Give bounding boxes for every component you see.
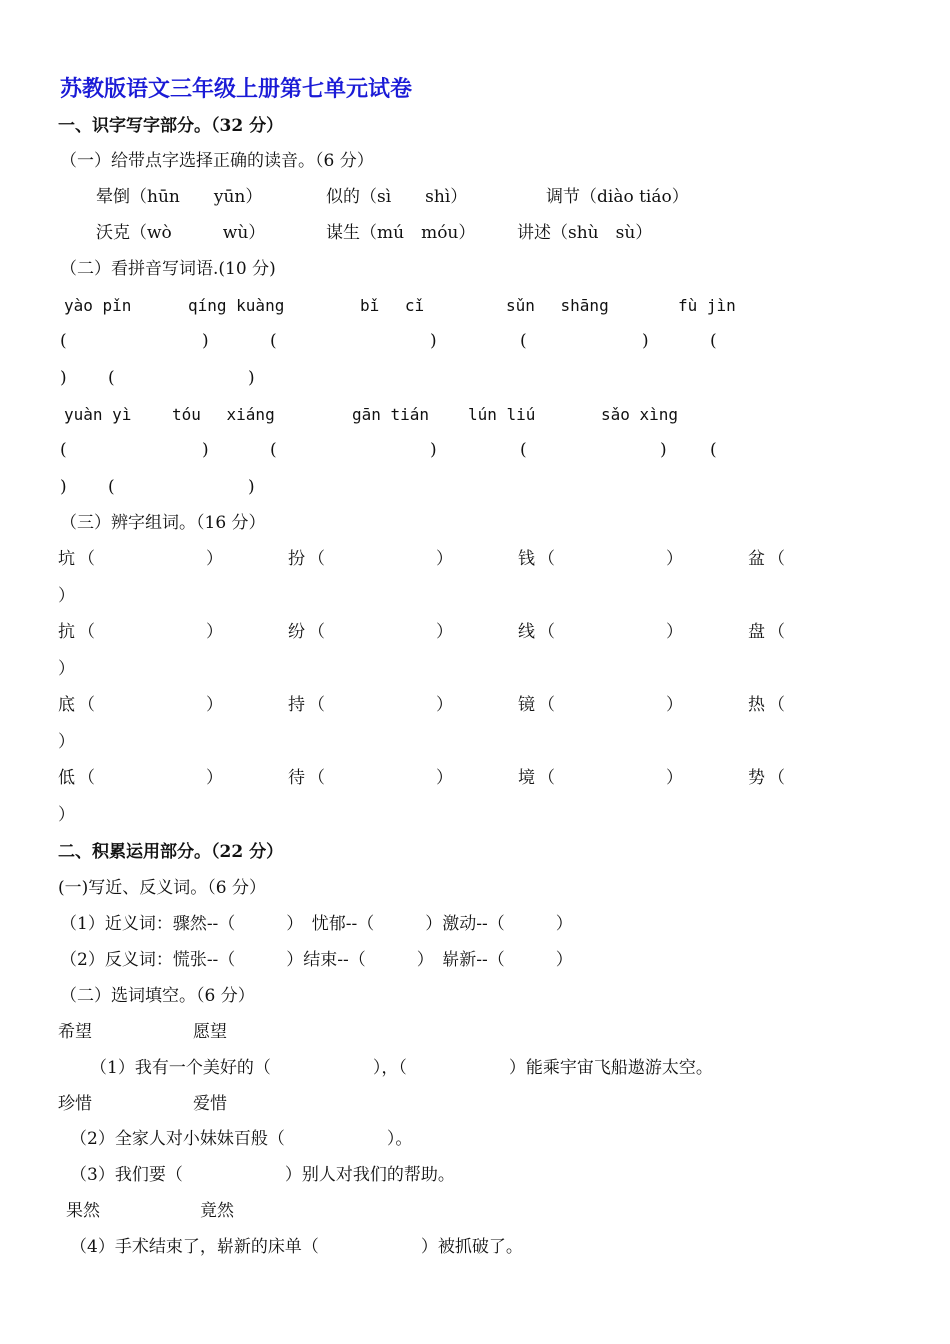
answer-paren-open: ( [108,368,115,388]
char-item: 抗 [58,622,75,642]
char-open: （ [768,622,785,642]
pinyin: yuàn yì [64,405,132,424]
answer-paren-open: ( [710,331,717,351]
char-open: （ [538,768,555,788]
fill-sentence: （2）全家人对小妹妹百般（ ）。 [70,1129,413,1149]
page-title: 苏教版语文三年级上册第七单元试卷 [60,76,413,102]
q3-label: （三）辨字组词。（16 分） [60,513,266,533]
answer-paren-open: ( [60,331,67,351]
char-item: 低 [58,768,75,788]
answer-paren-open: ( [520,440,527,460]
answer-paren-close: ) [642,331,649,351]
char-close: ） [58,659,75,679]
q1-item: 似的（sì shì） [326,187,468,207]
char-close: ） [206,622,223,642]
char-item: 势 [748,768,765,788]
answer-paren-close: ) [60,477,67,497]
answer-paren-close: ) [660,440,667,460]
word-choice: 竟然 [200,1201,234,1221]
word-choice: 爱惜 [193,1094,227,1114]
char-close: ） [206,695,223,715]
char-close: ） [436,768,453,788]
char-open: （ [538,695,555,715]
char-close: ） [436,549,453,569]
char-close: ） [206,549,223,569]
answer-paren-open: ( [108,477,115,497]
char-item: 境 [518,768,535,788]
pinyin: yào pǐn [64,296,132,315]
q2-label: （二）看拼音写词语.(10 分) [60,259,276,279]
char-close: ） [58,586,75,606]
word-choice: 果然 [66,1201,100,1221]
char-close: ） [58,732,75,752]
char-open: （ [308,768,325,788]
char-open: （ [768,549,785,569]
char-item: 盘 [748,622,765,642]
answer-paren-open: ( [60,440,67,460]
char-close: ） [436,622,453,642]
word-choice: 希望 [58,1022,92,1042]
synonym-line: （1）近义词：骤然--（ ） 忧郁--（ ）激动--（ ） [60,914,573,934]
char-open: （ [538,622,555,642]
pinyin: tóu xiáng [172,405,275,424]
q1-item: 谋生（mú móu） [326,223,476,243]
answer-paren-open: ( [520,331,527,351]
pinyin: sǔn shāng [506,296,609,315]
pinyin: sǎo xìng [601,405,679,424]
char-open: （ [308,695,325,715]
word-choice: 珍惜 [58,1094,92,1114]
fill-sentence: （4）手术结束了，崭新的床单（ ）被抓破了。 [70,1237,523,1257]
answer-paren-open: ( [710,440,717,460]
s2-q2-label: （二）选词填空。（6 分） [60,986,255,1006]
char-item: 盆 [748,549,765,569]
pinyin: bǐ cǐ [360,296,425,315]
char-item: 纷 [288,622,305,642]
answer-paren-close: ) [430,331,437,351]
char-open: （ [78,695,95,715]
char-close: ） [436,695,453,715]
char-item: 坑 [58,549,75,569]
char-open: （ [308,549,325,569]
char-item: 底 [58,695,75,715]
char-open: （ [78,622,95,642]
char-item: 扮 [288,549,305,569]
char-item: 热 [748,695,765,715]
answer-paren-open: ( [270,440,277,460]
pinyin: lún liú [468,405,536,424]
answer-paren-open: ( [270,331,277,351]
fill-sentence: （3）我们要（ ）别人对我们的帮助。 [70,1165,455,1185]
q1-label: （一）给带点字选择正确的读音。（6 分） [60,151,374,171]
char-item: 持 [288,695,305,715]
fill-sentence: （1）我有一个美好的（ ），（ ）能乘宇宙飞船遨游太空。 [90,1058,713,1078]
answer-paren-close: ) [430,440,437,460]
char-item: 线 [518,622,535,642]
answer-paren-close: ) [202,331,209,351]
char-item: 钱 [518,549,535,569]
q1-item: 晕倒（hūn yūn） [96,187,263,207]
char-open: （ [78,549,95,569]
char-close: ） [666,622,683,642]
s2-q1-label: (一)写近、反义词。（6 分） [58,878,266,898]
q1-item: 沃克（wò wù） [96,223,266,243]
q1-item: 讲述（shù sù） [517,223,653,243]
char-open: （ [768,768,785,788]
char-close: ） [666,768,683,788]
char-open: （ [768,695,785,715]
pinyin: fù jìn [678,296,736,315]
char-close: ） [58,805,75,825]
q1-item: 调节（diào tiáo） [546,187,689,207]
answer-paren-close: ) [248,477,255,497]
section-2-heading: 二、积累运用部分。（22 分） [58,842,284,862]
char-close: ） [206,768,223,788]
section-1-heading: 一、识字写字部分。（32 分） [58,116,284,136]
answer-paren-close: ) [60,368,67,388]
pinyin: gān tián [352,405,430,424]
answer-paren-close: ) [202,440,209,460]
char-item: 待 [288,768,305,788]
char-open: （ [78,768,95,788]
char-close: ） [666,549,683,569]
pinyin: qíng kuàng [188,296,285,315]
char-item: 镜 [518,695,535,715]
char-close: ） [666,695,683,715]
char-open: （ [538,549,555,569]
word-choice: 愿望 [193,1022,227,1042]
char-open: （ [308,622,325,642]
antonym-line: （2）反义词：慌张--（ ）结束--（ ） 崭新--（ ） [60,950,573,970]
answer-paren-close: ) [248,368,255,388]
